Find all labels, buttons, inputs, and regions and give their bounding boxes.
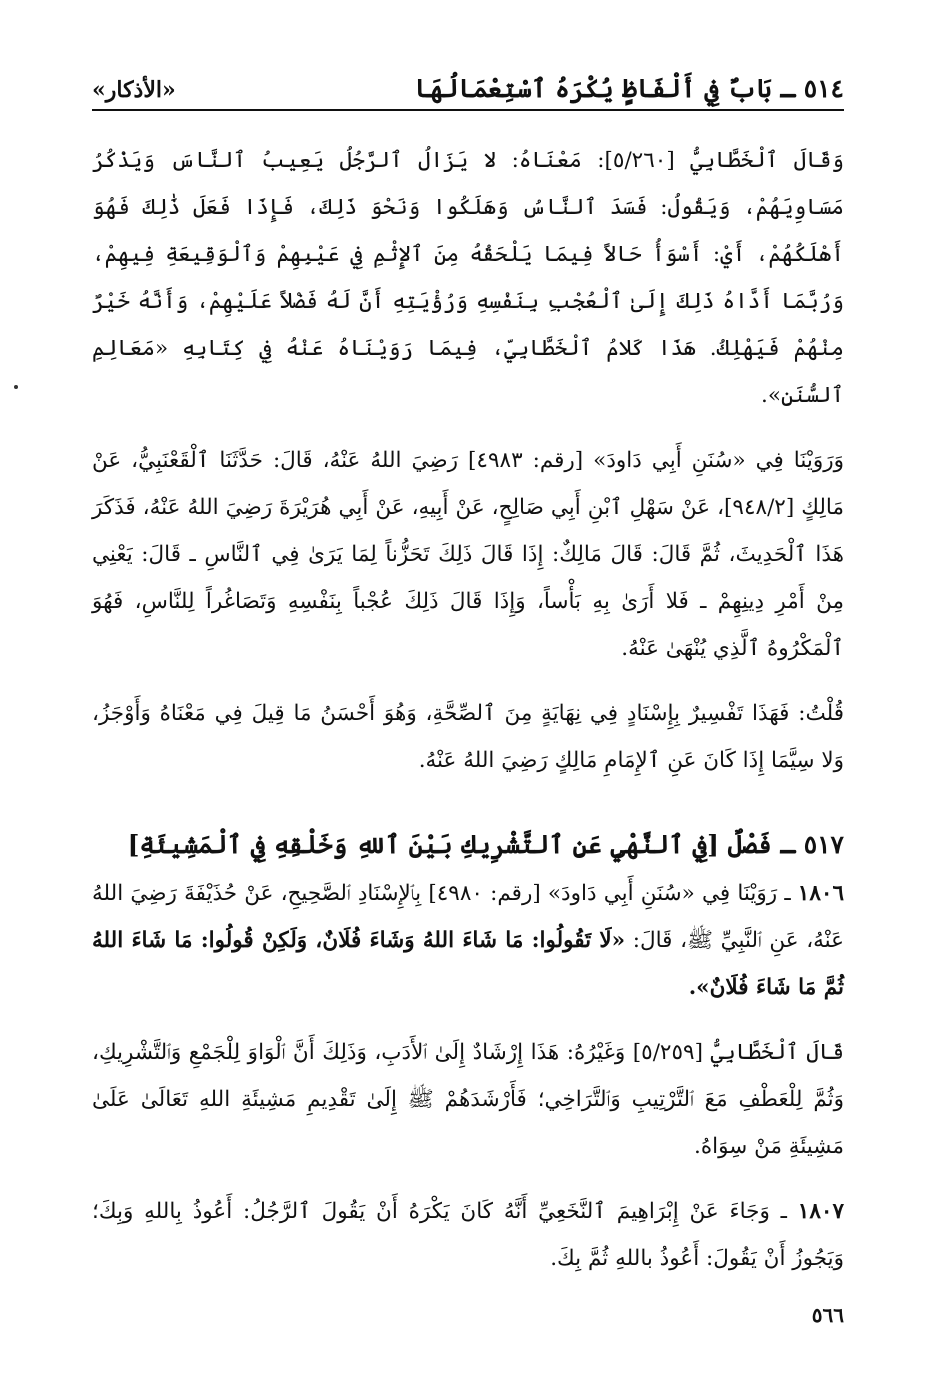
paragraph-commentary: قُلْتُ: فَهَذَا تَفْسِيرٌ بِإِسْنَادٍ فِي نِهَايَةٍ مِنَ ٱلصِّحَّةِ، وَهُوَ أَحْسَنُ مَا قِيلَ فِي مَعْنَاهُ وَأَوْجَزُ، وَلا سِيَّمَا إِذَا كَانَ عَنِ ٱلإِمَامِ مَالِكٍ رَضِيَ اللهُ عَنْهُ. — [92, 701, 844, 773]
hadith-number: ١٨٠٦ — [797, 881, 844, 906]
hadith-quote: «لَا تَقُولُوا: مَا شَاءَ اللهُ وَشَاءَ فُلَانٌ، وَلَكِنْ قُولُوا: مَا شَاءَ اللهُ ثُمَّ مَا شَاءَ فُلَانٌ». — [92, 928, 844, 1000]
section-heading: ٥١٧ ـ فَصْلٌ [فِي ٱلنَّهْيِ عَنِ ٱلتَّشْرِيكِ بَيْنَ ٱللهِ وَخَلْقِهِ فِي ٱلْمَشِيئَةِ] — [127, 830, 844, 859]
hadith-1807 — [92, 1188, 844, 1282]
hadith-1806 — [92, 870, 844, 1011]
hadith-number: ١٨٠٧ — [797, 1199, 844, 1224]
book-title: «الأذكار» — [92, 77, 176, 103]
chapter-title: ٥١٤ ـ بَابٌ فِي أَلْفَاظٍ يُكْرَهُ ٱسْتِعْمَالُهَا — [414, 74, 844, 103]
paragraph-khattabi-adab: قَالَ ٱلْخَطَّابِيُّ [٥/٢٥٩] وَغَيْرُهُ: هَذَا إِرْشَادٌ إِلَىٰ ٱلأَدَبِ، وَذَلِكَ أَنَّ ٱلْوَاوَ لِلْجَمْعِ وَٱلتَّشْرِيكِ، وَثُمَّ لِلْعَطْفِ مَعَ ٱلتَّرْتِيبِ وَٱلتَّرَاخِي؛ فَأَرْشَدَهُمْ ﷺ إِلَىٰ تَقْدِيمِ مَشِيئَةِ اللهِ تَعَالَىٰ عَلَىٰ مَشِيئَةِ مَنْ سِوَاهُ. — [92, 1040, 844, 1159]
hadith-text: ـ رَوَيْنَا فِي «سُنَنِ أَبِي دَاودَ» [رقم: ٤٩٨٠] بِٱلإِسْنَادِ ٱلصَّحِيحِ، عَنْ حُذَيْفَةَ رَضِيَ اللهُ عَنْهُ، عَنِ ٱلنَّبِيِّ ﷺ، قَالَ: — [92, 881, 844, 953]
page-number: ٥٦٦ — [811, 1303, 844, 1327]
book-page — [92, 55, 844, 1345]
hadith-text: ـ وَجَاءَ عَنْ إِبْرَاهِيمَ ٱلنَّخَعِيِّ أَنَّهُ كَانَ يَكْرَهُ أَنْ يَقُولَ ٱلرَّجُلُ: أَعُوذُ بِاللهِ وَبِكَ؛ وَيَجُوزُ أَنْ يَقُولَ: أَعُوذُ باللهِ ثُمَّ بِكَ. — [92, 1199, 844, 1271]
paragraph-khattabi-meaning: وَقَالَ ٱلْخَطَّابِيُّ [٥/٢٦٠]: مَعْنَاهُ: لا يَزَالُ ٱلرَّجُلُ يَعِيبُ ٱلنَّاسَ وَيَذْكُرُ مَسَاوِيَهُمْ، وَيَقُولُ: فَسَدَ ٱلنَّاسُ وَهَلَكُوا وَنَحْوَ ذَلِكَ، فَإِذَا فَعَلَ ذَٰلِكَ فَهُوَ أَهْلَكُهُمْ، أَيْ: أَسْوَأُ حَالاً فِيمَا يَلْحَقُهُ مِنَ ٱلإِثْمِ فِي عَيْبِهِمْ وَٱلْوَقِيعَةِ فِيهِمْ، وَرُبَّمَا أَدَّاهُ ذَلِكَ إِلَىٰ ٱلْعُجْبِ بِنَفْسِهِ وَرُؤْيَتِهِ أَنَّ لَهُ فَضْلاً عَلَيْهِمْ، وَأَنَّهُ خَيْرٌ مِنْهُمْ فَيَهْلِكُ. هَذَا كَلامُ ٱلْخَطَّابِيِّ، فِيمَا رَوَيْنَاهُ عَنْهُ فِي كِتَابِهِ «مَعَالِمِ ٱلسُّنَنِ». — [92, 148, 844, 408]
page-header — [92, 55, 844, 111]
stray-mark — [14, 385, 18, 389]
paragraph-abu-dawud-narration: وَرَوَيْنَا فِي «سُنَنِ أَبِي دَاودَ» [رقم: ٤٩٨٣] رَضِيَ اللهُ عَنْهُ، قَالَ: حَدَّثَنَا ٱلْقَعْنَبِيُّ، عَنْ مَالِكٍ [٩٤٨/٢]، عَنْ سَهْلِ ٱبْنِ أَبِي صَالِحٍ، عَنْ أَبِيهِ، عَنْ أَبِي هُرَيْرَةَ رَضِيَ اللهُ عَنْهُ، فَذَكَرَ هَذَا ٱلْحَدِيثَ، ثُمَّ قَالَ: قَالَ مَالِكٌ: إِذَا قَالَ ذَلِكَ تَحَزُّناً لِمَا يَرَىٰ فِي ٱلنَّاسِ ـ قَالَ: يَعْنِي مِنْ أَمْرِ دِينِهِمْ ـ فَلا أَرَىٰ بِهِ بَأْساً، وَإِذَا قَالَ ذَلِكَ عُجْباً بِنَفْسِهِ وَتَصَاغُراً لِلنَّاسِ، فَهُوَ ٱلْمَكْرُوهُ ٱلَّذِي يُنْهَىٰ عَنْهُ. — [92, 448, 844, 661]
